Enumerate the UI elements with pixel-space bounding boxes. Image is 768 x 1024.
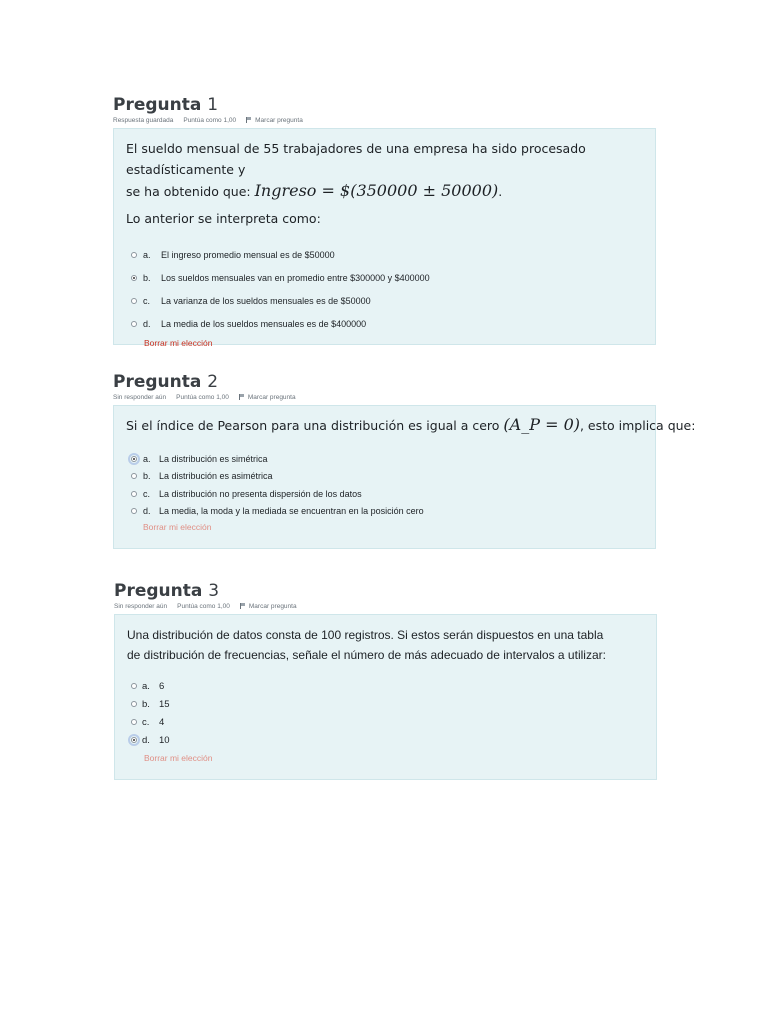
option-letter: c. <box>143 295 151 306</box>
question-points: Puntúa como 1,00 <box>176 394 229 401</box>
option-text: La varianza de los sueldos mensuales es de $50000 <box>161 295 371 306</box>
question-text <box>126 138 643 229</box>
clear-choice-link[interactable]: Borrar mi elección <box>144 338 213 348</box>
option-b[interactable] <box>126 266 643 289</box>
question-text-line: Una distribución de datos consta de 100 registros. Si estos serán dispuestos en una tabla <box>127 628 604 642</box>
option-c[interactable] <box>127 713 644 731</box>
option-letter: d. <box>143 318 151 329</box>
question-content <box>113 128 656 348</box>
question-text-line: de distribución de frecuencias, señale el número de más adecuado de intervalos a utilizar: <box>127 648 606 662</box>
question-title <box>113 95 656 115</box>
question-title <box>114 581 657 601</box>
radio-button[interactable] <box>131 737 137 743</box>
flag-question-label: Marcar pregunta <box>247 394 296 401</box>
flag-question-link[interactable] <box>240 603 297 610</box>
question-text-line: El sueldo mensual de 55 trabajadores de una empresa ha sido procesado estadísticamente y <box>126 141 586 177</box>
option-d[interactable] <box>126 312 643 335</box>
flag-icon <box>239 394 245 400</box>
question-text-line: Lo anterior se interpreta como: <box>126 211 321 226</box>
clear-choice-link[interactable]: Borrar mi elección <box>143 522 212 532</box>
flag-question-label: Marcar pregunta <box>255 117 303 124</box>
radio-button[interactable] <box>131 508 137 514</box>
radio-button[interactable] <box>131 275 137 281</box>
question-points: Puntúa como 1,00 <box>177 603 230 610</box>
radio-button[interactable] <box>131 456 137 462</box>
question-1 <box>113 95 656 348</box>
option-text: La distribución es simétrica <box>159 453 268 464</box>
option-text: Los sueldos mensuales van en promedio entre $300000 y $400000 <box>161 272 430 283</box>
flag-question-link[interactable] <box>246 117 303 124</box>
option-b[interactable] <box>126 468 643 486</box>
clear-choice-link[interactable]: Borrar mi elección <box>144 753 213 763</box>
option-text: 6 <box>159 680 165 692</box>
option-text: La distribución no presenta dispersión de los datos <box>159 488 362 499</box>
option-c[interactable] <box>126 289 643 312</box>
question-title-word: Pregunta <box>113 372 202 392</box>
option-b[interactable] <box>127 695 644 713</box>
option-text: El ingreso promedio mensual es de $50000 <box>161 249 335 260</box>
option-letter: c. <box>143 488 151 499</box>
option-letter: a. <box>143 453 151 464</box>
option-text: La media de los sueldos mensuales es de $400000 <box>161 318 367 329</box>
radio-button[interactable] <box>131 683 137 689</box>
radio-button[interactable] <box>131 491 137 497</box>
math-expression: (A_P = 0) <box>503 415 580 434</box>
question-status: Sin responder aún <box>113 394 167 401</box>
question-3 <box>114 581 657 780</box>
question-text-line <box>126 180 643 202</box>
options-list <box>126 243 643 348</box>
option-text: La distribución es asimétrica <box>159 471 273 482</box>
question-title <box>113 372 656 392</box>
question-text-suffix: , esto implica que: <box>579 418 696 433</box>
options-list <box>127 677 644 763</box>
math-expression: Ingreso = $(350000 ± 50000) <box>254 181 499 200</box>
option-text: La media, la moda y la mediada se encuentran en la posición cero <box>159 506 424 517</box>
option-a[interactable] <box>127 677 644 695</box>
option-d[interactable] <box>127 731 644 749</box>
question-text <box>126 415 696 436</box>
question-info <box>114 603 657 610</box>
option-letter: b. <box>143 471 151 482</box>
option-text: 15 <box>159 698 170 710</box>
option-d[interactable] <box>126 503 643 521</box>
option-text: 10 <box>159 734 170 746</box>
option-letter: c. <box>142 716 150 728</box>
radio-button[interactable] <box>131 719 137 725</box>
question-status: Sin responder aún <box>114 603 168 610</box>
option-letter: a. <box>142 680 150 692</box>
option-c[interactable] <box>126 485 643 503</box>
option-a[interactable] <box>126 243 643 266</box>
question-text-prefix: Si el índice de Pearson para una distribución es igual a cero <box>126 418 500 433</box>
question-content <box>114 614 657 780</box>
question-info <box>113 394 656 401</box>
question-text-suffix: . <box>498 184 503 199</box>
option-letter: a. <box>143 249 151 260</box>
flag-icon <box>246 117 252 123</box>
option-letter: b. <box>143 272 151 283</box>
radio-button[interactable] <box>131 321 137 327</box>
question-number: 3 <box>208 581 220 601</box>
question-title-word: Pregunta <box>114 581 203 601</box>
question-text-prefix: se ha obtenido que: <box>126 184 251 199</box>
radio-button[interactable] <box>131 298 137 304</box>
radio-button[interactable] <box>131 252 137 258</box>
option-letter: b. <box>142 698 150 710</box>
question-content <box>113 405 696 549</box>
question-points: Puntúa como 1,00 <box>183 117 237 124</box>
question-text <box>127 625 644 665</box>
question-2 <box>113 372 696 549</box>
option-letter: d. <box>143 506 151 517</box>
radio-button[interactable] <box>131 701 137 707</box>
question-number: 2 <box>207 372 219 392</box>
radio-button[interactable] <box>131 473 137 479</box>
question-number: 1 <box>207 95 219 115</box>
question-title-word: Pregunta <box>113 95 202 115</box>
options-list <box>126 450 643 532</box>
option-letter: d. <box>142 734 150 746</box>
option-a[interactable] <box>126 450 643 468</box>
flag-question-label: Marcar pregunta <box>248 603 297 610</box>
flag-icon <box>240 603 246 609</box>
question-status: Respuesta guardada <box>113 117 174 124</box>
option-text: 4 <box>159 716 165 728</box>
flag-question-link[interactable] <box>239 394 296 401</box>
question-info <box>113 117 656 124</box>
